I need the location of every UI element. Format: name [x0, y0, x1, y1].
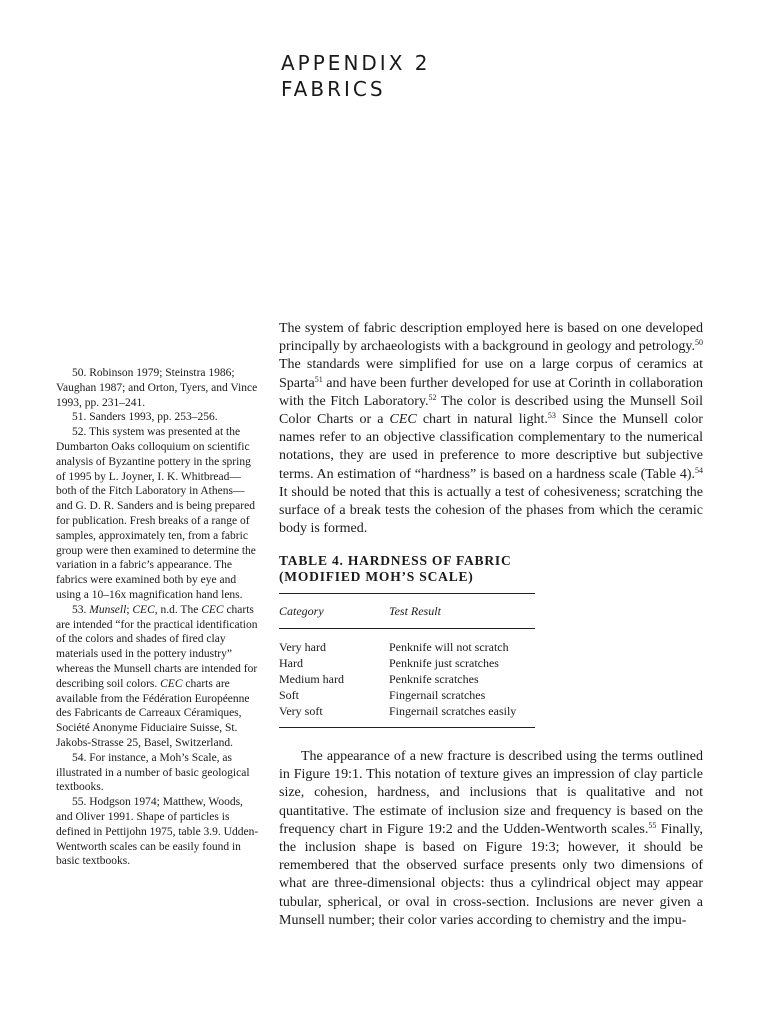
table-cell-result: Fingernail scratches — [389, 687, 486, 702]
footnote-italic: CEC — [160, 677, 183, 690]
paragraph-1 — [279, 320, 703, 538]
footnote-text: Robinson 1979; Steinstra 1986; Vaughan 1987; and Orton, Tyers, and Vince 1993, pp. 231–241. — [56, 367, 258, 409]
column-header-category: Category — [279, 603, 324, 618]
paragraph-2 — [279, 748, 703, 930]
footnote-number: 54. — [72, 751, 87, 764]
footnote-number: 52. — [72, 426, 87, 439]
text-run: The standards were simplified for use on a large corpus of ceramics at Sparta — [279, 357, 703, 391]
body-text-continued — [279, 748, 703, 930]
text-run: It should be noted that this is actually a test of cohesiveness; scratching the surface of a break tests the cohesion of the phases from which the ceramic body is formed. — [279, 484, 703, 537]
footnote-ref: 52 — [428, 392, 437, 402]
table-cell-result: Fingernail scratches easily — [389, 703, 517, 718]
footnote-italic: CEC — [132, 603, 155, 616]
table-cell-category: Soft — [279, 687, 300, 702]
column-header-result: Test Result — [389, 603, 441, 618]
table-title-line: (MODIFIED MOH’S SCALE) — [279, 569, 474, 584]
footnote-text: Sanders 1993, pp. 253–256. — [89, 411, 218, 424]
text-run: Since the Munsell color names refer to an objective classification complementary to the numerical notations, they are used in preference to more descriptive but subjective terms. An estimation of “hardness” is based on a hardness scale (Table 4). — [279, 412, 703, 482]
footnote-ref: 51 — [314, 374, 323, 384]
appendix-title: FABRICS — [281, 77, 386, 101]
text-run: The system of fabric description employed here is based on one developed principally by archaeologists with a background in geology and petrology. — [279, 321, 703, 355]
footnote-text: , n.d. The — [154, 603, 202, 616]
footnote-text: This system was presented at the Dumbarton Oaks colloquium on scientific analysis of Byzantine pottery in the spring of 1995 by L. Joyner, I. K. Whitbread—both of the Fitch Laboratory in Athens—and G. D. R. Sanders and is being prepared for publication. Fresh breaks of a range of samples, approximately ten, from a fabric group were then examined to determine the variation in a fabric’s appearance. The fabrics were examined both by eye and using a 10–16x magnification hand lens. — [56, 426, 256, 601]
text-run: The color is described using the Munsell Soil Color Charts or a — [279, 393, 703, 428]
text-run: The appearance of a new fracture is described using the terms outlined in Figure 19:1. This notation of texture gives an impression of clay particle size, cohesion, hardness, and inclusions that is qualitative and not quantitative. The estimate of inclusion size and frequency is based on the frequency chart in Figure 19:2 and the Udden-Wentworth scales. — [279, 749, 703, 837]
table-cell-result: Penknife just scratches — [389, 655, 499, 670]
table-title-line: TABLE 4. HARDNESS OF FABRIC — [279, 553, 512, 568]
table-header — [279, 594, 535, 628]
footnote-53 — [56, 603, 261, 751]
footnote-number: 55. — [72, 796, 87, 809]
footnote-text: For instance, a Moh’s Scale, as illustrated in a number of basic geological textbooks. — [56, 751, 250, 794]
table-row — [279, 655, 535, 671]
table-cell-result: Penknife scratches — [389, 671, 479, 686]
text-run: and have been further developed for use at Corinth in collaboration with the Fitch Laboratory. — [279, 375, 703, 409]
footnotes — [56, 366, 261, 869]
footnote-text: Hodgson 1974; Matthew, Woods, and Oliver 1991. Shape of particles is defined in Pettijohn 1975, table 3.9. Udden-Wentworth scales can be easily found in basic textbooks. — [56, 796, 259, 868]
footnote-54 — [56, 751, 261, 795]
footnote-55 — [56, 795, 261, 869]
text-run: Finally, the inclusion shape is based on Figure 19:3; however, it should be remembered that the observed surface presents only two dimensions of what are three-dimensional objects: thus a cylindrical object may appear tubular, spherical, or oval in cross-section. Inclusions are never given a Munsell number; their color varies according to chemistry and the impu- — [279, 821, 703, 928]
footnote-italic: Munsell — [89, 603, 127, 616]
hardness-table — [279, 593, 535, 728]
footnote-italic: CEC — [201, 603, 224, 616]
page-title — [281, 50, 430, 102]
table-cell-category: Medium hard — [279, 671, 344, 686]
footnote-ref: 53 — [547, 411, 556, 421]
footnote-50 — [56, 366, 261, 410]
footnote-number: 51. — [72, 411, 87, 424]
appendix-label: APPENDIX 2 — [281, 51, 431, 75]
footnote-ref: 55 — [648, 820, 657, 830]
footnote-number: 50. — [72, 367, 87, 379]
table-row — [279, 703, 535, 719]
table-row — [279, 639, 535, 655]
footnote-number: 53. — [72, 603, 87, 616]
table-bottom-rule — [279, 727, 535, 728]
footnote-51 — [56, 410, 261, 425]
text-run-italic: CEC — [389, 412, 417, 428]
table-body — [279, 629, 535, 727]
footnote-ref: 50 — [695, 338, 703, 348]
table-cell-category: Very hard — [279, 639, 326, 654]
footnote-text: charts are available from the Fédération Européenne des Fabricants de Carreaux Céramiques, Société Anonyme Fiduciaire Suisse, St. Jakobs-Strasse 25, Basel, Switzerland. — [56, 677, 250, 749]
text-run: chart in natural light. — [416, 412, 548, 428]
table-cell-result: Penknife will not scratch — [389, 639, 509, 654]
table-row — [279, 687, 535, 703]
footnote-text: ; — [126, 603, 133, 616]
footnote-52 — [56, 425, 261, 603]
body-text — [279, 320, 703, 538]
table-cell-category: Hard — [279, 655, 303, 670]
table-title — [279, 553, 539, 585]
table-row — [279, 671, 535, 687]
table-cell-category: Very soft — [279, 703, 323, 718]
footnote-text: charts are intended “for the practical identification of the colors and shades of fired clay materials used in the pottery industry” whereas the Munsell charts are intended for describing soil colors. — [56, 603, 258, 690]
footnote-ref: 54 — [695, 465, 703, 475]
